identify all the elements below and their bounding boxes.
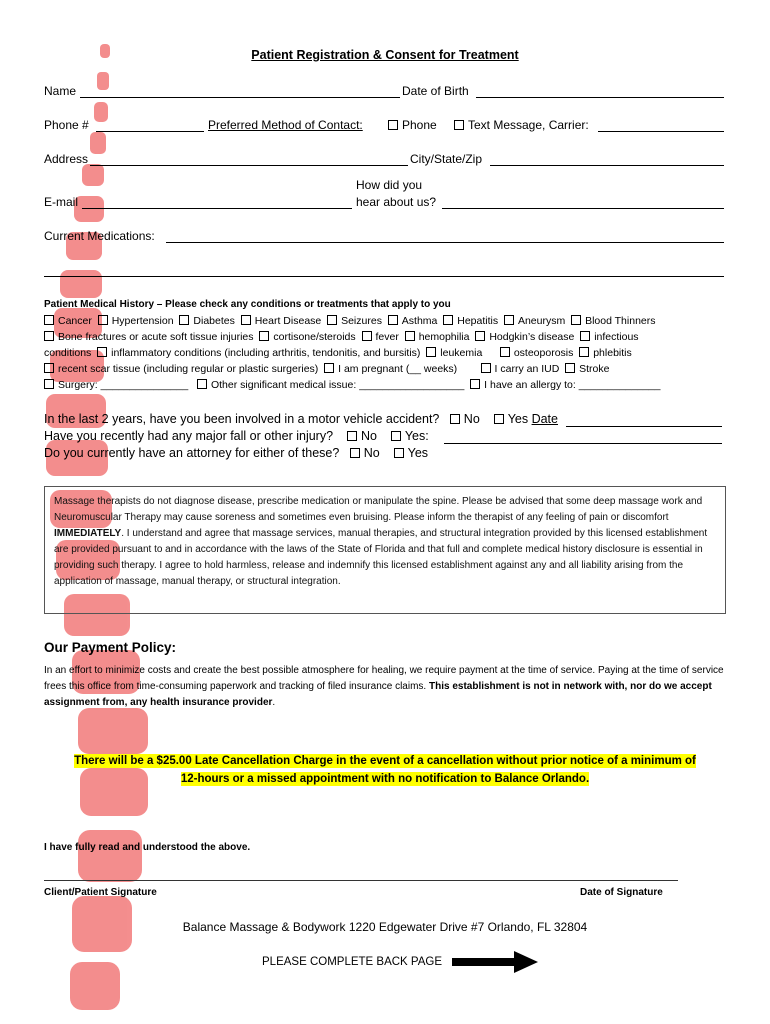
business-address: Balance Massage & Bodywork 1220 Edgewater Drive #7 Orlando, FL 32804 (182, 920, 588, 934)
cond-aneurysm[interactable]: Aneurysm (504, 315, 565, 327)
contact-phone-option[interactable] (388, 118, 437, 132)
accident-date-field[interactable] (566, 426, 722, 427)
email-label: E-mail (44, 195, 79, 209)
history-row-5 (44, 377, 660, 394)
question-fall (44, 429, 429, 443)
acknowledgement: I have fully read and understood the above. (44, 842, 251, 853)
city-field[interactable] (490, 165, 724, 166)
cond-hodgkins[interactable]: Hodgkin’s disease (475, 331, 574, 343)
cond-phlebitis[interactable]: phlebitis (579, 347, 632, 359)
history-heading: Patient Medical History – Please check any conditions or treatments that apply to you (44, 299, 451, 310)
checkbox-icon (454, 120, 464, 130)
cond-bone-fractures[interactable]: Bone fractures or acute soft tissue injuries (44, 331, 254, 343)
fall-yes[interactable]: Yes: (391, 429, 429, 443)
disclaimer-emphasis: IMMEDIATELY (54, 528, 122, 539)
back-page-notice: PLEASE COMPLETE BACK PAGE (262, 956, 443, 968)
address-field[interactable] (90, 165, 408, 166)
fall-no[interactable]: No (347, 429, 377, 443)
history-row-1 (44, 313, 656, 330)
arrow-right-icon (452, 951, 538, 973)
payment-heading: Our Payment Policy: (44, 640, 177, 655)
email-field[interactable] (82, 208, 352, 209)
hear-label-1: How did you (356, 178, 423, 192)
question-attorney (44, 446, 428, 460)
medications-label: Current Medications: (44, 229, 155, 243)
history-row-2 (44, 329, 639, 346)
signature-line[interactable] (44, 880, 678, 881)
name-field[interactable] (80, 97, 400, 98)
contact-text-option[interactable] (454, 118, 589, 132)
phone-field[interactable] (96, 131, 204, 132)
carrier-field[interactable] (598, 131, 724, 132)
checkbox-icon (388, 120, 398, 130)
cond-asthma[interactable]: Asthma (388, 315, 438, 327)
cond-seizures[interactable]: Seizures (327, 315, 382, 327)
cond-cortisone[interactable]: cortisone/steroids (259, 331, 355, 343)
dob-label: Date of Birth (402, 84, 469, 98)
cancellation-line-2: 12-hours or a missed appointment with no notification to Balance Orlando. (180, 773, 590, 785)
disclaimer-box: Massage therapists do not diagnose disease, prescribe medication or manipulate the spine. Please be advised that some deep massage work and Neuromuscular Therapy may cause soreness and sometimes even bruising. Please inform the therapist of any feeling of pain or discomfort IMMEDIATELY. I understand and agree that massage services, manual therapies, and structural integration provided by this licensed establishment are provided pursuant to and in accordance with the laws of the State of Florida and that full and complete medical history disclosure is essential in providing such therapy. I agree to hold harmless, release and indemnify this licensed establishment against any and all liability arising from the application of massage, manual therapy, or structural integration. (44, 486, 726, 614)
dob-field[interactable] (476, 97, 724, 98)
phone-label: Phone # (44, 118, 89, 132)
accident-yes[interactable]: Yes (494, 412, 528, 426)
attorney-no[interactable]: No (350, 446, 380, 460)
cond-leukemia[interactable]: leukemia (426, 347, 482, 359)
cond-other[interactable]: Other significant medical issue: __________________ (197, 379, 464, 391)
cancellation-policy (0, 752, 770, 788)
history-row-3 (44, 345, 632, 362)
address-label: Address (44, 152, 89, 166)
cond-fever[interactable]: fever (362, 331, 399, 343)
cond-surgery[interactable]: Surgery: _______________ (44, 379, 188, 391)
hear-label-2: hear about us? (356, 195, 437, 209)
cond-blood-thinners[interactable]: Blood Thinners (571, 315, 655, 327)
contact-phone-label: Phone (402, 118, 437, 132)
fall-details-field[interactable] (444, 443, 722, 444)
accident-date-label: Date (531, 412, 558, 426)
contact-text-label: Text Message, Carrier: (468, 118, 589, 132)
cond-stroke[interactable]: Stroke (565, 363, 609, 375)
medications-field-2[interactable] (44, 276, 724, 277)
cond-osteoporosis[interactable]: osteoporosis (500, 347, 574, 359)
cond-pregnant[interactable]: I am pregnant (__ weeks) (324, 363, 457, 375)
cancellation-line-1: There will be a $25.00 Late Cancellation Charge in the event of a cancellation without prior notice of a minimum of (74, 755, 696, 767)
cond-scar-tissue[interactable]: recent scar tissue (including regular or plastic surgeries) (44, 363, 318, 375)
question-fall-text: Have you recently had any major fall or other injury? (44, 429, 334, 443)
cond-inflammatory[interactable]: inflammatory conditions (including arthritis, tendonitis, and bursitis) (97, 347, 420, 359)
cond-allergy[interactable]: I have an allergy to: ______________ (470, 379, 660, 391)
name-label: Name (44, 84, 77, 98)
cond-cancer[interactable]: Cancer (44, 315, 92, 327)
form-title: Patient Registration & Consent for Treatment (251, 48, 519, 62)
cond-hypertension[interactable]: Hypertension (98, 315, 174, 327)
payment-emphasis: This establishment is not in network with, nor do we accept assignment from, any health insurance provider (44, 681, 712, 708)
cond-infectious[interactable]: infectious (580, 331, 638, 343)
cond-hemophilia[interactable]: hemophilia (405, 331, 470, 343)
attorney-yes[interactable]: Yes (394, 446, 428, 460)
cond-diabetes[interactable]: Diabetes (179, 315, 234, 327)
cond-heart-disease[interactable]: Heart Disease (241, 315, 322, 327)
question-attorney-text: Do you currently have an attorney for either of these? (44, 446, 340, 460)
cond-iud[interactable]: I carry an IUD (481, 363, 560, 375)
cond-hepatitis[interactable]: Hepatitis (443, 315, 498, 327)
medications-field[interactable] (166, 242, 724, 243)
accident-no[interactable]: No (450, 412, 480, 426)
question-accident (44, 412, 558, 426)
hear-field[interactable] (442, 208, 724, 209)
infectious-continued: conditions (44, 347, 92, 359)
date-signature-label: Date of Signature (580, 887, 663, 898)
history-row-4 (44, 361, 610, 378)
city-label: City/State/Zip (410, 152, 483, 166)
payment-text: In an effort to minimize costs and create the best possible atmosphere for healing, we require payment at the time of service. Paying at the time of service frees this office from time-consuming paperwork and tracking of filed insurance claims. This establishment is not in network with, nor do we accept assignment from, any health insurance provider. (44, 665, 724, 708)
contact-method-label: Preferred Method of Contact: (208, 118, 363, 132)
client-signature-label: Client/Patient Signature (44, 887, 157, 898)
question-accident-text: In the last 2 years, have you been involved in a motor vehicle accident? (44, 412, 440, 426)
